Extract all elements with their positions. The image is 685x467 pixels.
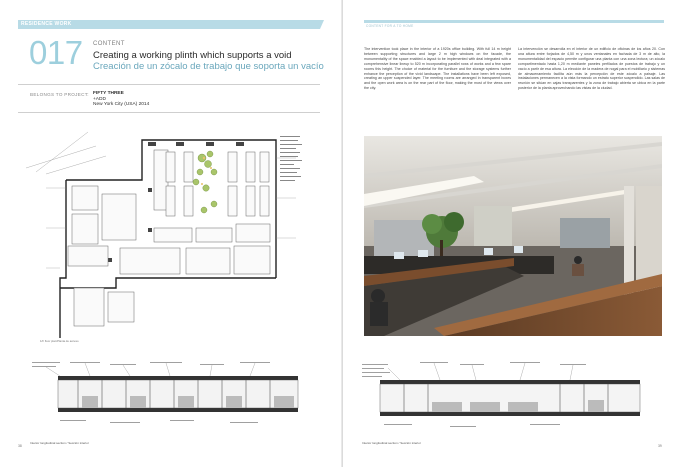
project-number: 017: [29, 34, 83, 71]
section-caption: Interior longitudinal section / Sección interior: [30, 441, 89, 445]
longitudinal-section-drawing: [360, 358, 655, 438]
studio-name: +ADD: [93, 96, 106, 102]
section-tab-label: CONTENT FOR A TO HOME: [366, 24, 414, 28]
project-credits: [93, 91, 149, 108]
longitudinal-section-drawing: [30, 356, 325, 438]
left-page: [0, 0, 342, 467]
content-label: CONTENT: [93, 41, 125, 47]
body-text-spanish: La intervención se desarrolla en el interior de un edificio de oficinas de los años 20. Con una altura entre forjados de 4,50 m y unos ventanales en fachada de 3 m de alto, la monumentalidad del espacio permite configurar una planta con una zona lectura; un zócalo compartimentado hasta 1,20 m mediante paneles perfilados de puestos de trabajo y un vacío a partir de esa altura. La elección de la madera de nogal para el mobiliario y sistemas de almacenamiento facilita aún más la percepción de este zócalo a paisaje. Las instalaciones permanecen a la vista formando un estrato superior suspendido. Las salas de reunión se sitúan en cajas transparentes y la zona de trabajo abierta se ubica en la parte posterior de la planta aprovechando las vistas de la ciudad.: [518, 47, 665, 91]
title-spanish: Creación de un zócalo de trabajo que soporta un vacío: [93, 61, 324, 72]
page-number: 38: [18, 444, 22, 448]
floor-plan-drawing: [16, 128, 318, 342]
section-rule: [364, 20, 664, 23]
section-caption: Interior longitudinal section / Sección interior: [362, 441, 421, 445]
page-number: 39: [658, 444, 662, 448]
section-tab-label: RESIDENCE WORK: [21, 21, 72, 27]
tab-notch: [320, 20, 324, 29]
plan-caption: 1/F floor plan/Planta de acceso: [40, 339, 79, 343]
interior-photograph: [364, 136, 662, 336]
divider: [18, 112, 320, 113]
body-text-english: The intervention took place in the interior of a 1920s office building. With full 14 m height between supporting structures and large 2 m high windows on the facade, the monumentality of the space enabled a layout to be implemented with deal integrated with a comprehensive linear lineup to 520 m incorporating parallel rows of works and a few spare rooms this height. The choice of material for the furniture and the storage systems further enhance the perception of the vivid landscape. The installations have been left exposed, creating an upper suspended layer. The meeting rooms are arranged in transparent boxes and the open work area is on the rear part of the floor, making the most of the views over the city.: [364, 47, 511, 91]
belongs-to-label: BELONGS TO PROJECT:: [30, 92, 89, 97]
section-tab: [18, 20, 320, 29]
project-location: New York City (USA) 2014: [93, 102, 150, 108]
divider: [18, 84, 320, 85]
title-english: Creating a working plinth which supports a void: [93, 50, 292, 61]
client-name: FIFTY THREE: [93, 91, 124, 96]
